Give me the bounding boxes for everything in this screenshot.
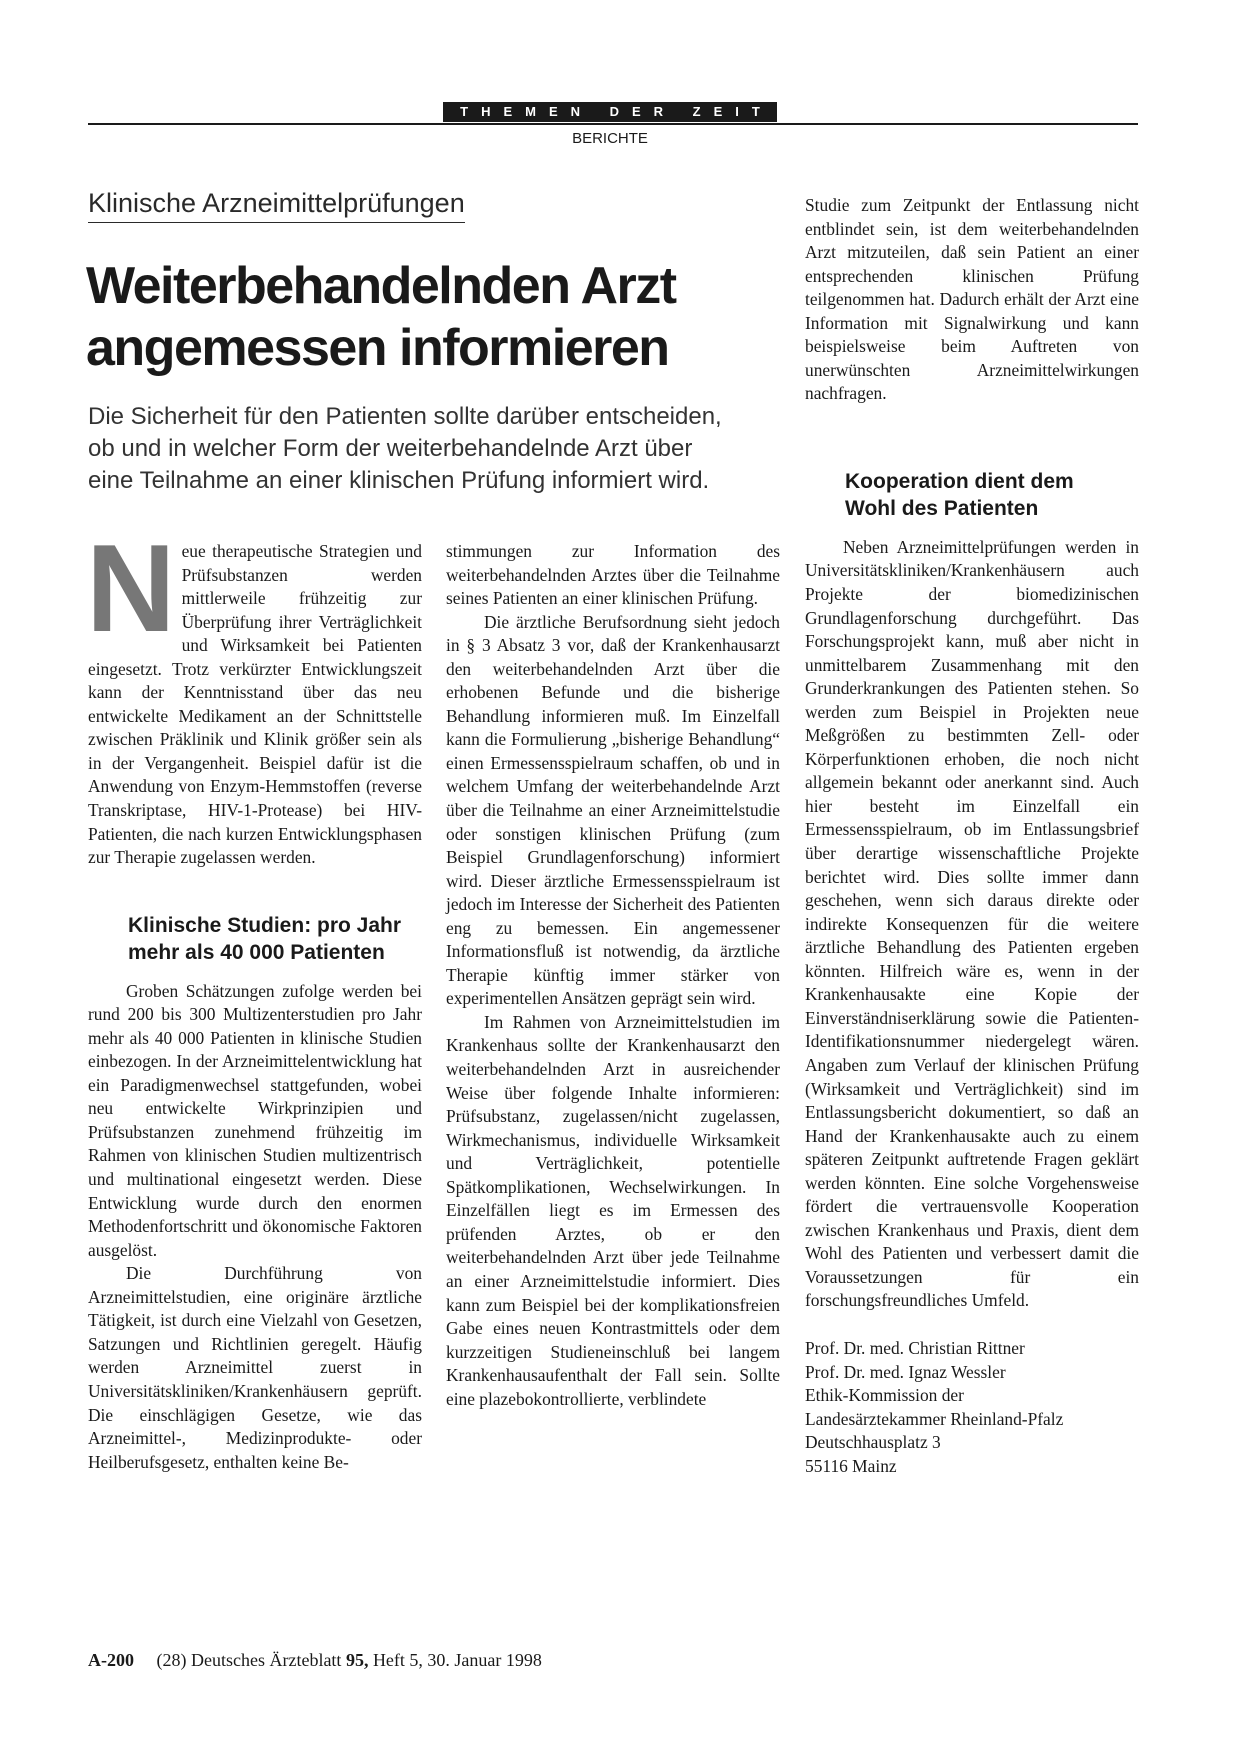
signature-line: 55116 Mainz — [805, 1455, 897, 1476]
signature-line: Prof. Dr. med. Ignaz Wessler — [805, 1361, 1006, 1382]
article-dek — [88, 401, 788, 497]
drop-cap: N — [86, 520, 176, 658]
paragraph: Die ärztliche Berufsordnung sieht jedoch in § 3 Absatz 3 vor, daß der Krankenhausarzt den weiterbehandelnden Arzt über die erhobenen Befunde und die bisherige Behandlung informieren muß. Im Einzelfall kann die Formulierung „bisherige Behandlung“ einen Ermessensspielraum schaffen, ob und in welchem Umfang der weiterbehandelnde Arzt über die Teilnahme an einer Arzneimittelstudie oder sonstigen klinischen Prüfung (zum Beispiel Grundlagenforschung) informiert wird. Dieser ärztliche Ermessensspielraum ist jedoch im Interesse der Sicherheit des Patienten eng zu bemessen. Ein angemessener Informationsfluß ist notwendig, da ärztliche Therapie künftig immer stärker von experimentellen Ansätzen geprägt sein wird. — [446, 611, 780, 1009]
paragraph-intro — [86, 520, 422, 870]
subheading-cooperation — [845, 468, 1139, 522]
paragraph-intro-text: eue therapeutische Strategien und Prüfsubstanzen werden mittlerweile frühzeitig zur Überprüfung ihrer Verträglichkeit und Wirksamkeit bei Patienten eingesetzt. Trotz verkürzter Entwicklungszeit kann der Kenntnisstand über das neu entwickelte Medikament an der Schnittstelle zwischen Präklinik und Klinik größer sein als in der Vergangenheit. Beispiel dafür ist die Anwendung von Enzym-Hemmstoffen (reverse Transkriptase, HIV-1-Protease) bei HIV-Patienten, die nach kurzen Entwicklungsphasen zur Therapie zugelassen werden. — [88, 541, 422, 868]
signature-line: Prof. Dr. med. Christian Rittner — [805, 1337, 1025, 1358]
body-column-3 — [805, 194, 1139, 1478]
dek-line-1: Die Sicherheit für den Patienten sollte darüber entscheiden, — [88, 403, 722, 430]
citation-volume: 95, — [345, 1650, 369, 1670]
author-signature — [805, 1337, 1139, 1478]
signature-line: Ethik-Kommission der — [805, 1385, 964, 1406]
paragraph: Studie zum Zeitpunkt der Entlassung nicht entblindet sein, ist dem weiterbehandelnden Arzt mitzuteilen, daß sein Patient an einer entsprechenden klinischen Prüfung teilgenommen hat. Dadurch erhält der Arzt eine Information mit Signalwirkung und kann beispielsweise beim Auftreten von unerwünschten Arzneimittelwirkungen nachfragen. — [805, 195, 1139, 404]
subheading-line-2: Wohl des Patienten — [845, 496, 1039, 520]
page-number: A-200 — [88, 1650, 134, 1670]
body-column-1 — [86, 520, 422, 1474]
paragraph: Groben Schätzungen zufolge werden bei rund 200 bis 300 Multizenterstudien pro Jahr mehr als 40 000 Patienten in klinische Studien einbezogen. In der Arzneimittelentwicklung hat ein Paradigmenwechsel stattgefunden, wobei neu entwickelte Wirkprinzipien und Prüfsubstanzen zunehmend frühzeitig im Rahmen von klinischen Studien multizentrisch und multinational eingesetzt werden. Diese Entwicklung wurde durch den enormen Methodenfortschritt und ökonomische Faktoren ausgelöst. — [88, 980, 422, 1260]
subheading-clinical-studies — [128, 912, 422, 966]
article-rubric: Klinische Arzneimittelprüfungen — [88, 188, 465, 223]
subheading-line-1: Klinische Studien: pro Jahr — [128, 913, 402, 937]
paragraph: stimmungen zur Information des weiterbehandelnden Arztes über die Teilnahme seines Patienten an einer klinischen Prüfung. — [446, 541, 780, 609]
page-footer — [88, 1650, 542, 1671]
paragraph: Die Durchführung von Arzneimittelstudien, eine originäre ärztliche Tätigkeit, ist durch eine Vielzahl von Gesetzen, Satzungen und Richtlinien geregelt. Häufig werden Arzneimittel zuerst in Universitätskliniken/Krankenhäusern geprüft. Die einschlägigen Gesetze, wie das Arzneimittel-, Medizinprodukte- oder Heilberufsgesetz, enthalten keine Be- — [88, 1263, 422, 1472]
headline-line-2: angemessen informieren — [86, 319, 669, 377]
signature-line: Landesärztekammer Rheinland-Pfalz — [805, 1408, 1064, 1429]
signature-line: Deutschhausplatz 3 — [805, 1432, 941, 1453]
subheading-line-2: mehr als 40 000 Patienten — [128, 940, 385, 964]
subheading-line-1: Kooperation dient dem — [845, 469, 1074, 493]
header-rule — [88, 123, 1138, 125]
dek-line-3: eine Teilnahme an einer klinischen Prüfung informiert wird. — [88, 467, 710, 494]
paragraph: Neben Arzneimittelprüfungen werden in Universitätskliniken/Krankenhäusern auch Projekte der biomedizinischen Grundlagenforschung durchgeführt. Das Forschungsprojekt kann, muß aber nicht in unmittelbarem Zusammenhang mit den Grunderkrankungen des Patienten stehen. So werden zum Beispiel in Projekten neue Meßgrößen zu bestimmten Zell- oder Körperfunktionen erhoben, die noch nicht allgemein bekannt oder anerkannt sind. Auch hier besteht im Einzelfall ein Ermessensspielraum, ob im Entlassungsbrief über derartige wissenschaftliche Projekte berichtet wird. Dies sollte immer dann geschehen, wenn sich daraus direkte oder indirekte Konsequenzen für die weitere ärztliche Behandlung des Patienten ergeben könnten. Hilfreich wäre es, wenn in der Krankenhausakte eine Kopie der Einverständniserklärung sowie die Patienten-Identifikationsnummer niedergelegt wären. Angaben zum Verlauf der klinischen Prüfung (Wirksamkeit und Verträglichkeit) sind im Entlassungsbericht dokumentiert, so daß an Hand der Krankenhausakte auch zu einem späteren Zeitpunkt auftretende Fragen geklärt werden könnten. Eine solche Vorgehensweise fördert die vertrauensvolle Kooperation zwischen Krankenhaus und Praxis, dient dem Wohl des Patienten und verbessert damit die Voraussetzungen für ein forschungsfreundliches Umfeld. — [805, 536, 1139, 1311]
paragraph: Im Rahmen von Arzneimittelstudien im Krankenhaus sollte der Krankenhausarzt den weiterbehandelnden Arzt in ausreichender Weise über folgende Inhalte informieren: Prüfsubstanz, zugelassen/nicht zugelassen, Wirkmechanismus, individuelle Wirksamkeit und Verträglichkeit, potentielle Spätkomplikationen, Wechselwirkungen. In Einzelfällen liegt es im Ermessen des prüfenden Arztes, ob er den weiterbehandelnden Arzt über jede Teilnahme an einer Arzneimittelstudie informiert. Dies kann zum Beispiel bei der komplikationsfreien Gabe eines neuen Kontrastmittels oder dem kurzzeitigen Studieneinschluß bei langem Krankenhausaufenthalt der Fall sein. Sollte eine plazebokontrollierte, verblindete — [446, 1011, 780, 1409]
body-column-2 — [446, 540, 780, 1411]
dek-line-2: ob und in welcher Form der weiterbehandelnde Arzt über — [88, 435, 693, 462]
article-headline — [86, 255, 676, 379]
headline-line-1: Weiterbehandelnden Arzt — [86, 257, 676, 315]
section-label: BERICHTE — [572, 130, 648, 147]
citation-prefix: (28) Deutsches Ärzteblatt — [156, 1650, 342, 1670]
citation-suffix: Heft 5, 30. Januar 1998 — [372, 1650, 542, 1670]
section-kicker: THEMEN DER ZEIT — [443, 102, 777, 122]
